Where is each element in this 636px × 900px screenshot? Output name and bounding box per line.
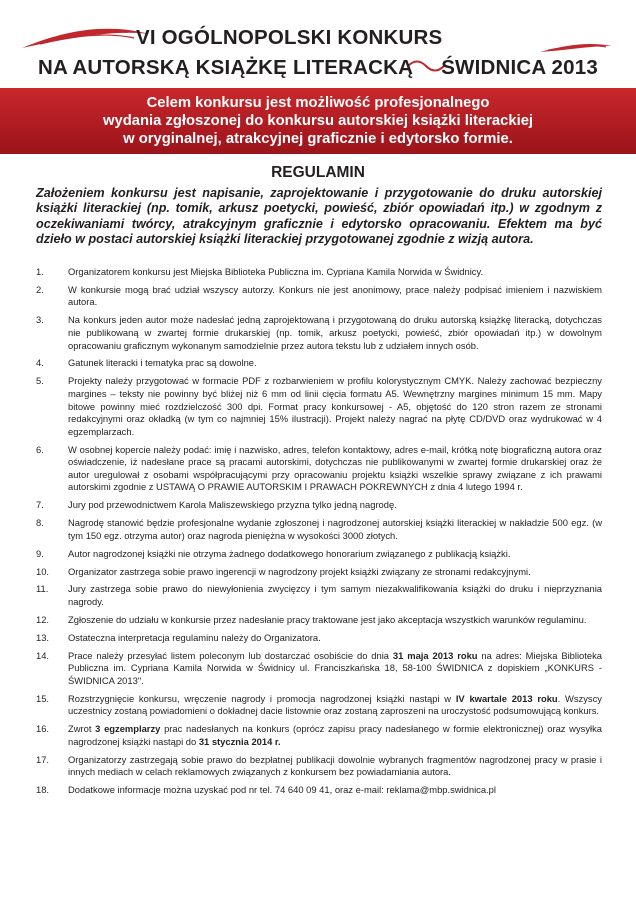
rule-text — [68, 548, 602, 561]
rule-text — [68, 444, 602, 494]
rule-text-segment: na adres: Miejska Biblioteka Publiczna im. Cypriana Kamila Norwida w Świdnicy ul. Franciszkańska 18, 58-100 ŚWIDNICA z dopiskiem „KONKURS - ŚWIDNICA 2013". — [68, 649, 602, 686]
intro-paragraph: Założeniem konkursu jest napisanie, zaprojektowanie i przygotowanie do druku autorskiej książki literackiej (np. tomik, arkusz poetycki, powieść, zbiór opowiadań itp.) w zgodnym z oczekiwaniami twórcy, atrakcyjnym graficznie i edytorsko opracowaniu. Efektem ma być dzieło w postaci autorskiej książki literackiej przygotowanej zgodnie z wizją autora. — [36, 186, 602, 247]
rule-item — [36, 693, 602, 718]
rule-text-segment: prac nadesłanych na konkurs (oprócz zapisu pracy nadesłanego w formie elektronicznej) oraz wysyłka nagrodzonej książki nastąpi do — [68, 723, 603, 747]
rule-text — [68, 517, 602, 542]
title-line-2-main: NA AUTORSKĄ KSIĄŻKĘ LITERACKĄ — [38, 56, 414, 79]
rule-number: 10. — [36, 565, 50, 577]
rule-item — [36, 754, 602, 779]
rule-text — [68, 284, 602, 309]
rule-item — [36, 723, 602, 748]
rule-text — [68, 723, 602, 748]
rule-item — [36, 632, 602, 645]
rule-item — [36, 784, 602, 797]
rule-text — [68, 266, 602, 279]
rule-text-segment: Autor nagrodzonej książki nie otrzyma żadnego dodatkowego honorarium związanego z publikacją książki. — [68, 547, 511, 559]
rule-item — [36, 444, 602, 494]
rule-item — [36, 499, 602, 512]
rule-number: 6. — [36, 443, 44, 455]
rule-text-segment: Prace należy przesyłać listem poleconym lub dostarczać osobiście do dnia — [68, 649, 393, 661]
rule-number: 14. — [36, 649, 50, 661]
rule-text-segment: Jury zastrzega sobie prawo do niewyłonienia zwycięzcy i tym samym niezakwalifikowania książki do druku i nieprzyznania nagrody. — [68, 583, 602, 608]
rule-item — [36, 266, 602, 279]
goal-line-2: wydania zgłoszonej do konkursu autorskiej książki literackiej — [102, 113, 534, 129]
rule-text — [68, 614, 602, 627]
rule-text-segment: Zwrot — [68, 723, 96, 735]
rule-item — [36, 548, 602, 561]
rule-text — [68, 784, 602, 797]
rule-text-segment: Zgłoszenie do udziału w konkursie przez nadesłanie pracy traktowane jest jako akceptacja wszystkich warunków regulaminu. — [68, 613, 587, 625]
rule-number: 17. — [36, 753, 50, 765]
rules-list — [36, 266, 602, 802]
rule-item — [36, 375, 602, 438]
header — [0, 0, 636, 88]
rule-text — [68, 499, 602, 512]
rule-text-segment: Gatunek literacki i tematyka prac są dowolne. — [68, 357, 257, 369]
regulations-heading: REGULAMIN — [271, 164, 365, 181]
rule-text — [68, 693, 602, 718]
rule-number: 3. — [36, 314, 44, 326]
rule-number: 12. — [36, 613, 50, 625]
rule-number: 18. — [36, 784, 50, 796]
rule-number: 11. — [36, 583, 49, 595]
rule-item — [36, 583, 602, 608]
rule-text-segment: Organizatorzy zastrzegają sobie prawo do bezpłatnej publikacji dowolnie wybranych fragmentów nagrodzonej pracy w prasie i innych mediach w celach reklamowych związanych z konkursem bez powiadamiania autora. — [68, 753, 602, 778]
rule-item — [36, 357, 602, 370]
rule-text-emphasis: IV kwartale 2013 roku — [455, 692, 558, 704]
title-line-2-suffix: ŚWIDNICA 2013 — [441, 56, 598, 79]
rule-text-segment: Na konkurs jeden autor może nadesłać jedną zaprojektowaną i przygotowaną do druku autorską książkę literacką, dotychczas nie publikowaną w zwartej formie drukarskiej (np. tomik, arkusz poetycki, powieść, zbiór opowiadań itp.) w dowolnym opracowaniu graficznym wykonanym samodzielnie przez autora tekstu lub z udziałem innych osób. — [68, 314, 602, 351]
rule-number: 7. — [36, 499, 44, 511]
title-line-1: VI OGÓLNOPOLSKI KONKURS — [136, 26, 443, 49]
rule-text — [68, 566, 602, 579]
rule-item — [36, 284, 602, 309]
rule-number: 4. — [36, 357, 44, 369]
rule-number: 8. — [36, 517, 44, 529]
rule-text — [68, 357, 602, 370]
rule-text-emphasis: 31 maja 2013 roku — [392, 649, 478, 661]
rule-item — [36, 650, 602, 688]
rule-number: 13. — [36, 631, 50, 643]
rule-number: 1. — [36, 266, 44, 277]
rule-text — [68, 632, 602, 645]
goal-line-3: w oryginalnej, atrakcyjnej graficznie i edytorsko formie. — [123, 131, 513, 147]
rule-text — [68, 314, 602, 352]
rule-text — [68, 650, 602, 688]
rule-text — [68, 375, 602, 438]
rule-text-segment: W osobnej kopercie należy podać: imię i nazwisko, adres, telefon kontaktowy, adres e-mail, krótką notę biograficzną autora oraz oświadczenie, iż nadesłane prace są pracami autorskimi, dotychczas nie publikowanymi w zwartej formie drukarskiej oraz że autor uregulował z osobami współpracującymi przy opracowaniu projektu książki wszelkie sprawy związane z ich prawami autorskimi zgodnie z USTAWĄ O PRAWIE AUTORSKIM I PRAWACH POKREWNYCH z dnia 4 lutego 1994 r. — [68, 443, 602, 493]
rule-text-segment: Projekty należy przygotować w formacie PDF z rozbarwieniem w profilu kolorystycznym CMYK. Należy zachować bezpieczny margines – teksty nie powinny być bliżej niż 6 mm od linii cięcia formatu A5. Wewnętrzny margines minimum 15 mm. Mapy bitowe powinny mieć rozdzielczość 300 dpi. Format pracy konkursowej - A5, objętość do 120 stron razem ze stronami redakcyjnymi oraz okładką (w tym co najmniej 15% ilustracji). Projekt należy nagrać na płytę CD/DVD oraz wydrukować w 4 egzemplarzach. — [68, 375, 602, 437]
rule-number: 5. — [36, 375, 44, 387]
rule-text-segment: Rozstrzygnięcie konkursu, wręczenie nagrody i promocja nagrodzonej książki nastąpi w — [68, 692, 456, 704]
rule-item — [36, 517, 602, 542]
rule-text-emphasis: 31 stycznia 2014 r. — [198, 735, 281, 747]
rule-text-segment: W konkursie mogą brać udział wszyscy autorzy. Konkurs nie jest anonimowy, prace należy podpisać imieniem i nazwiskiem autora. — [68, 283, 602, 308]
rule-text-emphasis: 3 egzemplarzy — [95, 723, 161, 735]
rule-text-segment: Organizatorem konkursu jest Miejska Biblioteka Publiczna im. Cypriana Kamila Norwida w Świdnicy. — [68, 266, 484, 277]
rule-text — [68, 754, 602, 779]
rule-text-segment: Organizator zastrzega sobie prawo ingerencji w nagrodzony projekt książki związany ze stronami redakcyjnymi. — [68, 565, 531, 577]
title-line-2 — [38, 56, 598, 80]
rule-item — [36, 614, 602, 627]
rule-text-segment: Dodatkowe informacje można uzyskać pod nr tel. 74 640 09 41, oraz e-mail: reklama@mbp.swidnica.pl — [68, 784, 496, 796]
goal-banner — [0, 88, 636, 154]
rule-text-segment: Jury pod przewodnictwem Karola Maliszewskiego przyzna tylko jedną nagrodę. — [68, 499, 397, 511]
rule-text — [68, 583, 602, 608]
rule-text-segment: Nagrodę stanowić będzie profesjonalne wydanie zgłoszonej i nagrodzonej autorskiej książki literackiej w nakładzie 500 egz. (w tym 150 egz. otrzyma autor) oraz nagroda pieniężna w wysokości 3000 złotych. — [68, 517, 602, 541]
rule-text-segment: . Wszyscy uczestnicy zostaną powiadomieni o dokładnej dacie listownie oraz zostaną zaproszeni na uroczystość podsumowującą konkurs. — [68, 692, 602, 717]
rule-item — [36, 314, 602, 352]
rule-text-segment: Ostateczna interpretacja regulaminu należy do Organizatora. — [68, 631, 321, 643]
goal-line-1: Celem konkursu jest możliwość profesjonalnego — [146, 95, 490, 111]
rule-number: 15. — [36, 692, 50, 704]
rule-number: 2. — [36, 283, 44, 295]
rule-number: 9. — [36, 547, 44, 559]
rule-number: 16. — [36, 723, 50, 735]
rule-item — [36, 566, 602, 579]
